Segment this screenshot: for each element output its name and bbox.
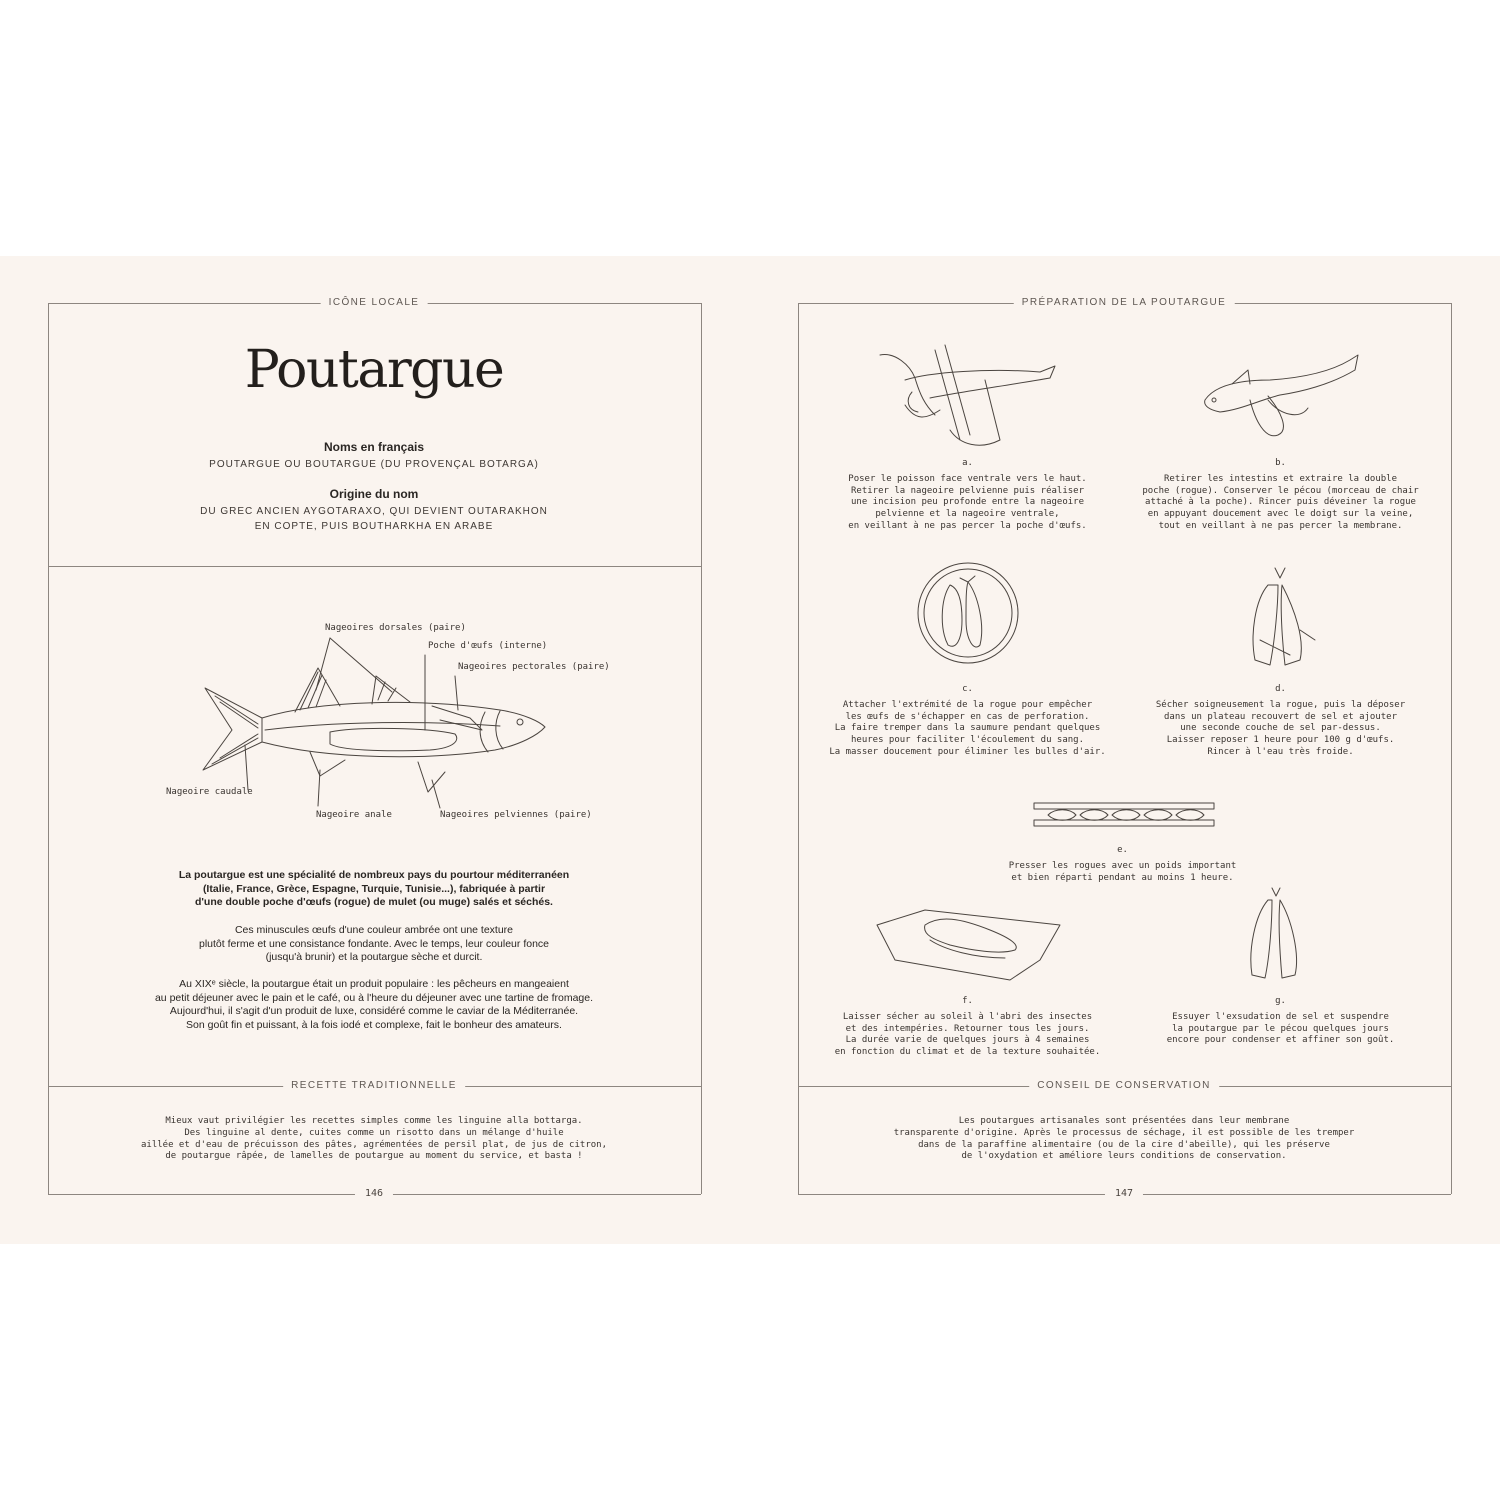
step-f-caption (815, 996, 1120, 1059)
step-letter: a. (962, 458, 973, 468)
names-text: POUTARGUE OU BOUTARGUE (DU PROVENÇAL BOTARGA) (209, 459, 539, 470)
step-line: heures pour faciliter l'écoulement du sang. (851, 735, 1084, 746)
step-line: Poser le poisson face ventrale vers le haut. (848, 473, 1087, 484)
paragraph-line: Son goût fin et puissant, à la fois iodé et complexe, fait le bonheur des amateurs. (186, 1018, 562, 1031)
paragraph-line: Ces minuscules œufs d'une couleur ambrée ont une texture (234, 924, 514, 936)
step-letter: g. (1275, 996, 1286, 1006)
step-line: en appuyant doucement avec le doigt sur la veine, (1147, 509, 1414, 520)
conservation-line: dans de la paraffine alimentaire (ou de la cire d'abeille), qui les préserve (918, 1139, 1330, 1150)
step-line: Sécher soigneusement la rogue, puis la déposer (1155, 699, 1406, 710)
page-number-right: 147 (1105, 1188, 1143, 1199)
step-line: tout en veillant à ne pas percer la membrane. (1158, 520, 1403, 531)
step-line: et bien réparti pendant au moins 1 heure. (1011, 872, 1234, 883)
step-g-caption (1128, 996, 1433, 1047)
step-line: la poutargue par le pécou quelques jours (1172, 1023, 1389, 1034)
recipe-line: Des linguine al dente, cuites comme un risotto dans un mélange d'huile (184, 1127, 564, 1138)
intro-line: d'une double poche d'œufs (rogue) de mulet (ou muge) salés et séchés. (195, 896, 553, 908)
step-line: une seconde couche de sel par-dessus. (1180, 723, 1381, 734)
step-line: Presser les rogues avec un poids important (1008, 860, 1237, 871)
step-line: La faire tremper dans la saumure pendant quelques (834, 723, 1101, 734)
step-line: attaché à la poche). Rincer puis déveiner la rogue (1145, 497, 1416, 508)
step-line: et des intempéries. Retourner tous les jours. (845, 1023, 1090, 1034)
origin-heading: Origine du nom (329, 487, 419, 501)
step-letter: e. (1117, 845, 1128, 855)
step-b-caption (1128, 458, 1433, 533)
conservation-header: CONSEIL DE CONSERVATION (1029, 1080, 1219, 1091)
step-line: Laisser reposer 1 heure pour 100 g d'œufs. (1166, 735, 1395, 746)
label-pelvic-fins: Nageoires pelviennes (paire) (440, 810, 592, 820)
step-line: Retirer les intestins et extraire la double (1164, 473, 1397, 484)
step-line: en fonction du climat et de la texture souhaitée. (834, 1047, 1101, 1058)
label-dorsal-fins: Nageoires dorsales (paire) (325, 623, 466, 633)
step-line: Retirer la nageoire pelvienne puis réaliser (851, 485, 1084, 496)
paragraph-line: Aujourd'hui, il s'agit d'un produit de luxe, considéré comme le caviar de la Méditerranée. (169, 1005, 579, 1017)
step-line: Rincer à l'eau très froide. (1207, 746, 1354, 757)
step-d-caption (1128, 684, 1433, 759)
step-line: La masser doucement pour éliminer les bulles d'air. (829, 746, 1106, 757)
intro-line: La poutargue est une spécialité de nombreux pays du pourtour méditerranéen (178, 869, 570, 881)
step-line: une incision peu profonde entre la nageoire (851, 497, 1084, 508)
step-letter: d. (1275, 684, 1286, 694)
conservation-line: de l'oxydation et améliore leurs conditions de conservation. (961, 1151, 1287, 1162)
label-roe-pocket: Poche d'œufs (interne) (428, 641, 548, 651)
left-page-header: ICÔNE LOCALE (321, 297, 428, 308)
conservation-line: transparente d'origine. Après le processus de séchage, il est possible de les tremper (893, 1127, 1355, 1138)
intro-line: (Italie, France, Grèce, Espagne, Turquie, Tunisie...), fabriquée à partir (202, 882, 546, 895)
recipe-header: RECETTE TRADITIONNELLE (283, 1080, 465, 1091)
step-line: poche (rogue). Conserver le pécou (morceau de chair (1142, 485, 1419, 496)
recipe-line: aillée et d'eau de précuisson des pâtes, agrémentées de persil plat, de jus de citron, (141, 1139, 607, 1150)
step-line: encore pour condenser et affiner son goût. (1166, 1035, 1395, 1046)
step-letter: c. (962, 684, 973, 694)
step-e-caption (970, 845, 1275, 884)
paragraph-line: (jusqu'à brunir) et la poutargue sèche et durcit. (265, 951, 483, 963)
recipe-line: Mieux vaut privilégier les recettes simples comme les linguine alla bottarga. (165, 1116, 583, 1126)
step-line: Laisser sécher au soleil à l'abri des insectes (842, 1011, 1093, 1022)
label-anal-fin: Nageoire anale (316, 810, 392, 820)
recipe-line: de poutargue râpée, de lamelles de poutargue au moment du service, et basta ! (165, 1151, 583, 1162)
step-line: en veillant à ne pas percer la poche d'œufs. (848, 520, 1087, 531)
names-heading: Noms en français (323, 440, 425, 454)
paragraph-line: plutôt ferme et une consistance fondante. Avec le temps, leur couleur fonce (198, 937, 550, 950)
label-caudal-fin: Nageoire caudale (166, 787, 253, 797)
origin-line-2: EN COPTE, PUIS BOUTHARKHA EN ARABE (254, 521, 494, 532)
step-line: les œufs de s'échapper en cas de perforation. (845, 711, 1090, 722)
page-number-left: 146 (355, 1188, 393, 1199)
paragraph-line: Au XIXᵉ siècle, la poutargue était un produit populaire : les pêcheurs en mangeaient (179, 978, 569, 990)
right-page-header: PRÉPARATION DE LA POUTARGUE (1014, 297, 1235, 308)
step-line: La durée varie de quelques jours à 4 semaines (845, 1035, 1090, 1046)
paragraph-line: au petit déjeuner avec le pain et le café, ou à l'heure du déjeuner avec une tartine de fromage. (154, 991, 594, 1004)
step-a-caption (815, 458, 1120, 533)
step-letter: f. (962, 996, 973, 1006)
label-pectoral-fins: Nageoires pectorales (paire) (458, 662, 610, 672)
step-letter: b. (1275, 458, 1286, 468)
origin-line-1: DU GREC ANCIEN AYGOTARAXO, QUI DEVIENT OUTARAKHON (200, 506, 548, 517)
step-c-caption (815, 684, 1120, 759)
conservation-text (798, 1116, 1450, 1163)
step-line: Essuyer l'exsudation de sel et suspendre (1172, 1011, 1389, 1022)
step-line: pelvienne et la nageoire ventrale, (875, 509, 1060, 520)
step-line: dans un plateau recouvert de sel et ajouter (1164, 711, 1397, 722)
step-line: Attacher l'extrémité de la rogue pour empêcher (842, 699, 1093, 710)
page-title: Poutargue (244, 340, 504, 400)
conservation-line: Les poutargues artisanales sont présentées dans leur membrane (958, 1116, 1290, 1126)
